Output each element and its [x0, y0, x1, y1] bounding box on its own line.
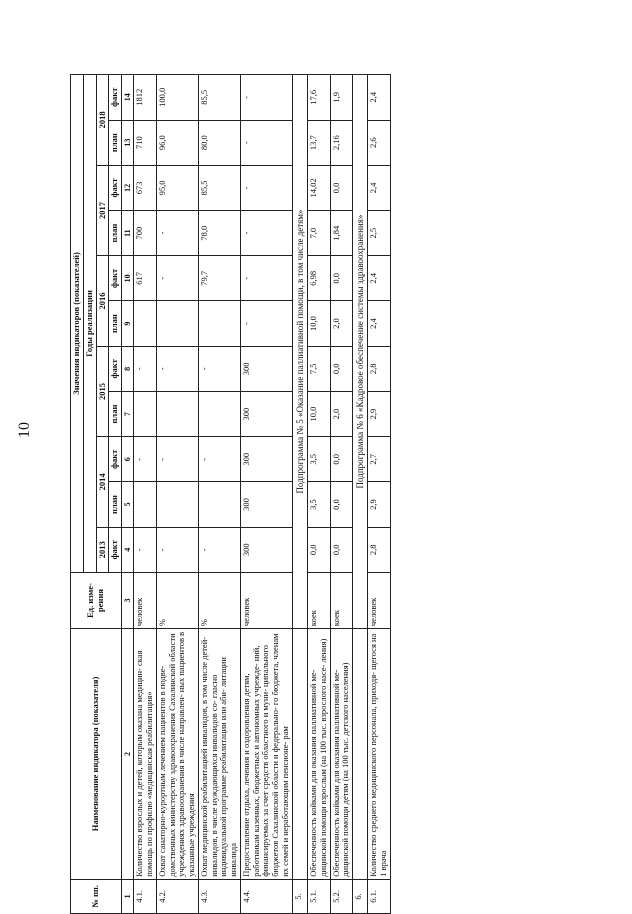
value-cell: -: [240, 120, 292, 165]
value-cell: [198, 301, 240, 346]
indicator-row: [330, 75, 353, 914]
value-cell: 0,0: [330, 346, 353, 391]
section-title: Подпрограмма № 6 «Кадровое обеспечение системы здравоохранения»: [353, 75, 368, 629]
value-cell: -: [134, 346, 157, 391]
header-no: № пп.: [71, 879, 122, 913]
indicator-table-sheet: [70, 74, 556, 914]
value-cell: [198, 482, 240, 527]
value-cell: 0,0: [330, 256, 353, 301]
indicator-name: Охват медицинской реабилитацией инвалидов, в том числе детей-инвалидов, в числе нуждающихся инвалидов со- гласно индивидуальной программе реабилитации или аби- литации инвалида: [198, 629, 240, 880]
value-cell: 2,9: [368, 482, 391, 527]
value-cell: 710: [134, 120, 157, 165]
value-cell: 673: [134, 165, 157, 210]
unit-cell: человек: [134, 572, 157, 628]
unit-cell: %: [198, 572, 240, 628]
value-cell: 2,0: [330, 391, 353, 436]
value-cell: 617: [134, 256, 157, 301]
value-cell: -: [156, 527, 198, 572]
value-cell: [156, 391, 198, 436]
header-year: 2014: [96, 437, 109, 527]
value-cell: 80,0: [198, 120, 240, 165]
value-cell: 7,0: [308, 211, 331, 256]
value-cell: 6,98: [308, 256, 331, 301]
value-cell: [156, 301, 198, 346]
value-cell: 2,4: [368, 256, 391, 301]
value-cell: 79,7: [198, 256, 240, 301]
value-cell: -: [134, 527, 157, 572]
header-plan: план: [109, 391, 122, 436]
indicator-name: Количество взрослых и детей, которым оказана медицин- ская помощь по профилю «медицинская реабилитация»: [134, 629, 157, 880]
indicator-name: Охват санаторно-курортным лечением пациентов в подве- домственных министерству здравоохранения Сахалинской области учреждениях здравоохранения в числе направлен- ных пациентов в указанные учреждения: [156, 629, 198, 880]
value-cell: 2,4: [368, 301, 391, 346]
value-cell: -: [198, 527, 240, 572]
column-index: 9: [122, 301, 134, 346]
value-cell: 1,9: [330, 75, 353, 121]
column-index: 5: [122, 482, 134, 527]
value-cell: 10,0: [308, 301, 331, 346]
unit-cell: человек: [368, 572, 391, 628]
unit-cell: коек: [330, 572, 353, 628]
indicator-name: Количество среднего медицинского персонала, приходя- щегося на 1 врача: [368, 629, 391, 880]
value-cell: [156, 482, 198, 527]
value-cell: 17,6: [308, 75, 331, 121]
value-cell: 2,0: [330, 301, 353, 346]
row-number: 5.1.: [308, 879, 331, 913]
value-cell: 13,7: [308, 120, 331, 165]
value-cell: 2,5: [368, 211, 391, 256]
value-cell: 10,0: [308, 391, 331, 436]
value-cell: 2,6: [368, 120, 391, 165]
value-cell: -: [240, 256, 292, 301]
value-cell: -: [156, 346, 198, 391]
header-fact: факт: [109, 75, 122, 121]
column-index: 14: [122, 75, 134, 121]
header-year: 2017: [96, 165, 109, 255]
column-index: 12: [122, 165, 134, 210]
header-years-group: Годы реализации: [83, 75, 96, 573]
header-plan: план: [109, 301, 122, 346]
value-cell: 0,0: [330, 165, 353, 210]
value-cell: -: [240, 211, 292, 256]
row-number: 5.: [292, 879, 307, 913]
indicator-row: [308, 75, 331, 914]
row-number: 4.4.: [240, 879, 292, 913]
value-cell: 2,4: [368, 165, 391, 210]
column-index: 4: [122, 527, 134, 572]
header-year: 2015: [96, 346, 109, 436]
value-cell: 2,7: [368, 437, 391, 482]
row-number: 5.2.: [330, 879, 353, 913]
header-plan: план: [109, 482, 122, 527]
value-cell: [134, 391, 157, 436]
section-spacer: [353, 629, 368, 880]
value-cell: 0,0: [330, 437, 353, 482]
value-cell: -: [240, 75, 292, 121]
value-cell: 96,0: [156, 120, 198, 165]
header-unit: Ед. изме- рения: [71, 572, 122, 628]
value-cell: 2,16: [330, 120, 353, 165]
indicator-row: [198, 75, 240, 914]
value-cell: -: [156, 211, 198, 256]
indicator-name: Предоставление отдыха, лечения и оздоровления детям, работникам казенных, бюджетных и автономных учрежде- ний, финансируемых за счет средств областного и муни- ципального бюджетов Сахалинской области и федерально- го бюджета, членам их семей и неработающим пенсионе- рам: [240, 629, 292, 880]
value-cell: 300: [240, 437, 292, 482]
section-row: [292, 75, 307, 914]
row-number: 6.1.: [368, 879, 391, 913]
value-cell: 78,0: [198, 211, 240, 256]
value-cell: 2,4: [368, 75, 391, 121]
header-name: Наименование индикатора (показателя): [71, 629, 122, 880]
indicator-name: Обеспеченность койками для оказания паллиативной ме- дицинской помощи взрослым (на 100 тыс. взрослого насе- ления): [308, 629, 331, 880]
unit-cell: человек: [240, 572, 292, 628]
value-cell: -: [240, 301, 292, 346]
header-fact: факт: [109, 437, 122, 482]
value-cell: 300: [240, 346, 292, 391]
unit-cell: %: [156, 572, 198, 628]
value-cell: -: [198, 346, 240, 391]
value-cell: 3,5: [308, 482, 331, 527]
column-index: 7: [122, 391, 134, 436]
value-cell: -: [156, 256, 198, 301]
header-fact: факт: [109, 256, 122, 301]
value-cell: 85,5: [198, 75, 240, 121]
header-year: 2016: [96, 256, 109, 346]
value-cell: 7,5: [308, 346, 331, 391]
column-index: 6: [122, 437, 134, 482]
value-cell: [134, 301, 157, 346]
column-index: 13: [122, 120, 134, 165]
value-cell: 14,02: [308, 165, 331, 210]
value-cell: -: [134, 437, 157, 482]
value-cell: 0,0: [308, 527, 331, 572]
value-cell: 100,0: [156, 75, 198, 121]
indicator-row: [368, 75, 391, 914]
header-fact: факт: [109, 527, 122, 572]
header-year: 2013: [96, 527, 109, 572]
header-fact: факт: [109, 346, 122, 391]
unit-cell: коек: [308, 572, 331, 628]
header-fact: факт: [109, 165, 122, 210]
value-cell: -: [198, 437, 240, 482]
column-index: 11: [122, 211, 134, 256]
value-cell: 300: [240, 482, 292, 527]
row-number: 4.3.: [198, 879, 240, 913]
value-cell: 2,9: [368, 391, 391, 436]
value-cell: 3,5: [308, 437, 331, 482]
header-values: Значения индикаторов (показателей): [71, 75, 84, 573]
value-cell: -: [156, 437, 198, 482]
indicator-table-body: [122, 75, 391, 914]
indicator-table: [70, 74, 391, 914]
value-cell: 95,0: [156, 165, 198, 210]
header-plan: план: [109, 211, 122, 256]
section-row: [353, 75, 368, 914]
indicator-row: [156, 75, 198, 914]
value-cell: 700: [134, 211, 157, 256]
value-cell: 2,8: [368, 346, 391, 391]
value-cell: 300: [240, 391, 292, 436]
indicator-row: [240, 75, 292, 914]
value-cell: 1,84: [330, 211, 353, 256]
column-index: 2: [122, 629, 134, 880]
value-cell: [198, 391, 240, 436]
row-number: 4.1.: [134, 879, 157, 913]
indicator-name: Обеспеченность койками для оказания паллиативной ме- дицинской помощи детям (на 100 тыс. детского населения): [330, 629, 353, 880]
value-cell: 300: [240, 527, 292, 572]
row-number: 4.2.: [156, 879, 198, 913]
column-index: 8: [122, 346, 134, 391]
value-cell: -: [240, 165, 292, 210]
value-cell: 1812: [134, 75, 157, 121]
section-title: Подпрограмма № 5 «Оказание паллиативной помощи, в том числе детям»: [292, 75, 307, 629]
page-number: 10: [16, 422, 33, 438]
value-cell: 0,0: [330, 482, 353, 527]
header-plan: план: [109, 120, 122, 165]
value-cell: [134, 482, 157, 527]
column-index: 1: [122, 879, 134, 913]
column-index-row: [122, 75, 134, 914]
value-cell: 2,8: [368, 527, 391, 572]
header-year: 2018: [96, 75, 109, 166]
section-spacer: [292, 629, 307, 880]
column-index: 3: [122, 572, 134, 628]
value-cell: 0,0: [330, 527, 353, 572]
value-cell: 85,5: [198, 165, 240, 210]
row-number: 6.: [353, 879, 368, 913]
column-index: 10: [122, 256, 134, 301]
indicator-row: [134, 75, 157, 914]
